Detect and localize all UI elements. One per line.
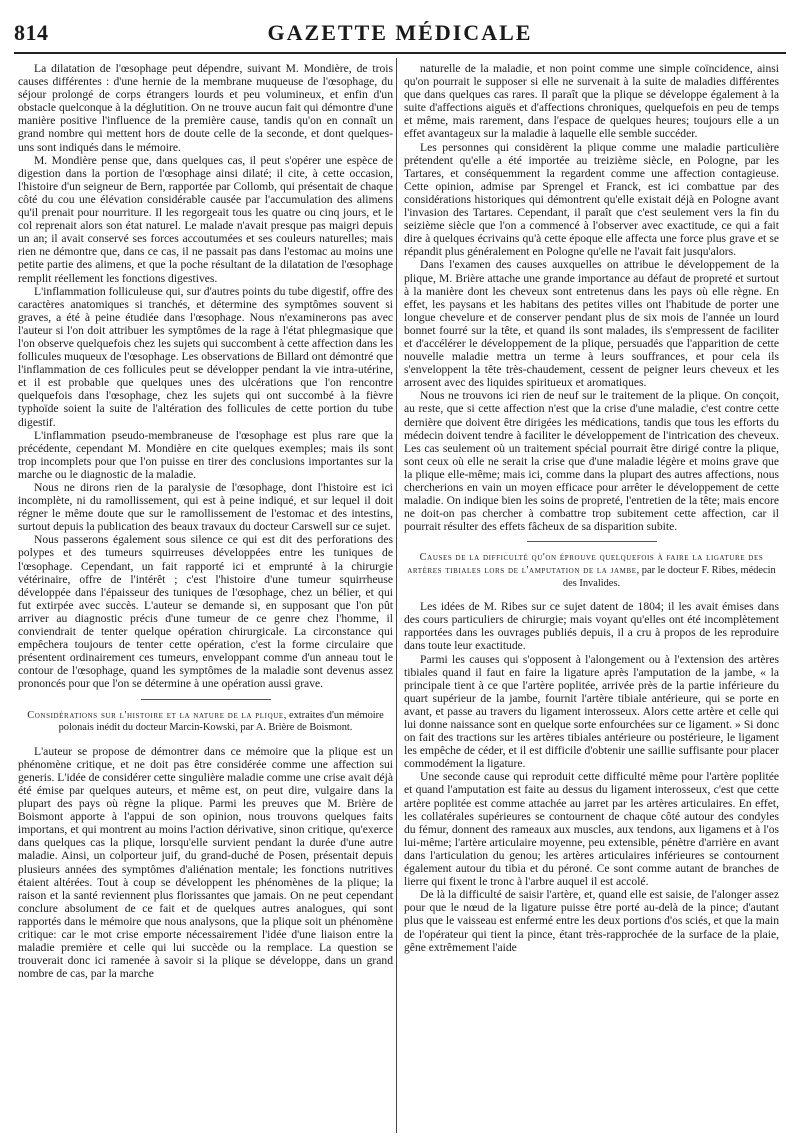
- paragraph: Les idées de M. Ribes sur ce sujet datent de 1804; il les avait émises dans des cours particuliers de chirurgie; mais voyant qu'elles ont été incomplètement rapportées dans les ouvrages publiés depuis, il a cru à propos de les reproduire dans toute leur exactitude.: [404, 600, 779, 653]
- paragraph: naturelle de la maladie, et non point comme une simple coïncidence, ainsi qu'on pourrait le supposer si elle ne survenait à la suite de maladies différentes que dans quelques cas rares. Il paraît que la plique se développe également à la suite d'affections aiguës et d'affections chroniques, quelquefois en peu de temps et même, mais rarement, dans l'espace de quelques heures; toujours elle a un effet avantageux sur la maladie à laquelle elle semble succéder.: [404, 62, 779, 141]
- left-column: [18, 62, 393, 980]
- section-separator: [141, 699, 271, 700]
- paragraph: Nous ne dirons rien de la paralysie de l'œsophage, dont l'histoire est ici incomplète, ni du ramollissement, qui est à peine indiqué, et sur lequel il doit régner le même doute que sur le ramollissement de l'estomac et des intestins, surtout depuis la publication des beaux travaux du docteur Carswell sur ce sujet.: [18, 481, 393, 534]
- paragraph: M. Mondière pense que, dans quelques cas, il peut s'opérer une espèce de digestion dans la portion de l'œsophage ainsi dilaté; il cite, à cette occasion, l'histoire d'un seigneur de Bern, rapportée par Collomb, qui présentait de chaque côté du cou une élévation considérable causée par l'accumulation des alimens qu'il prenait pour nourriture. Il les regorgeait tous les quatre ou cinq jours, et le col reprenait alors son état naturel. Le malade n'avait presque pas maigri depuis un an; il avait conservé ses forces accoutumées et ses couleurs naturelles; mais rien ne démontre que, dans ce cas, il ne passait pas dans l'estomac au moins une petite partie des alimens, et que la poche résultant de la dilatation de l'œsophage remplit réellement les fonctions digestives.: [18, 153, 393, 285]
- section-heading-byline: , extraites d'un mémoire polonais inédit du docteur Marcin-Kowski, par A. Brière de Boismont.: [58, 709, 384, 734]
- paragraph: L'inflammation folliculeuse qui, sur d'autres points du tube digestif, offre des caractères anatomiques si tranchés, et détermine des symptômes souvent si graves, a été à peine étudiée dans l'œsophage. Nous n'examinerons pas avec l'auteur si l'on doit attribuer les symptômes de la rage à l'état phlegmasique que l'on observe quelquefois chez les sujets qui succombent à cette affection dans les follicules muqueux de l'œsophage. Les observations de Billard ont démontré que l'inflammation de ces follicules peut se développer pendant la vie intra-utérine, et il est probable que quelques unes des ulcérations que l'on rencontre quelquefois dans l'œsophage, chez les sujets qui ont succombé à la fièvre typhoïde soient la suite de l'altération des follicules de cette portion du tube digestif.: [18, 284, 393, 429]
- paragraph: Les personnes qui considèrent la plique comme une maladie particulière prétendent qu'elle a été importée au treizième siècle, en Pologne, par les Tartares, et conséquemment la regardent comme une affection contagieuse. Cette opinion, admise par Sprengel et Franck, est ici combattue par des considérations historiques qui démontrent qu'elle existait déjà en Pologne avant l'invasion des Tartares. Cependant, il paraît que c'est seulement vers la fin du seizième siècle que l'on a commencé à l'observer avec exactitude, ce qui a fait dire à quelques écrivains qu'à cette époque elle affecta une force plus grave et se répandit plus généralement en Pologne qu'elle ne l'avait fait jusqu'alors.: [404, 140, 779, 259]
- right-column: [404, 62, 779, 954]
- paragraph: L'inflammation pseudo-membraneuse de l'œsophage est plus rare que la précédente, cependant M. Mondière en cite quelques exemples; mais ils sont trop incomplets pour que l'on puisse en tirer des conclusions importantes sur la marche ou le diagnostic de la maladie.: [18, 428, 393, 481]
- section-heading-title: Considérations sur l'histoire et la nature de la plique: [27, 709, 284, 721]
- journal-title: GAZETTE MÉDICALE: [267, 20, 533, 45]
- paragraph: De là la difficulté de saisir l'artère, et, quand elle est saisie, de l'alonger assez pour que le nœud de la ligature puisse être porté au-delà de la pince; d'autant plus que le vaisseau est enfermé entre les deux portions d'os sciés, et que la main de l'opérateur qui tient la pince, étant très-rapprochée de la surface de la plaie, gêne extrêmement l'aide: [404, 888, 779, 954]
- paragraph: L'auteur se propose de démontrer dans ce mémoire que la plique est un phénomène critique, et ne doit pas être considérée comme une affection sui generis. L'idée de considérer cette singulière maladie comme une crise avait déjà été émise par quelques auteurs, et même est, on peut dire, vulgaire dans la plupart des pays où règne la plique. Parmi les preuves que M. Brière de Boismont apporte à l'appui de son opinion, nous trouvons quelques faits importans, et qui montrent au moins l'action dérivative, sinon critique, qu'exerce dans quelques cas la plique, lorsqu'elle survient pendant la durée d'une autre maladie. Ainsi, un colporteur juif, du grand-duché de Posen, présentait depuis plusieurs années des symptômes d'aliénation mentale; les fonctions nutritives étaient altérées. Tout à coup se développent les phénomènes de la plique; la raison et la santé reviennent plus florissantes que jamais. On ne peut cependant conclure absolument de ce fait et de quelques autres analogues, qui sont rapportés dans le mémoire que nous analysons, que la plique soit un phénomène critique: car le mot crise emporte nécessairement l'idée d'une liaison entre la maladie première et celle qui lui succède ou la remplace. La question se trouverait donc ici ramenée à savoir si la plique se développe, dans un grand nombre de cas, par la marche: [18, 744, 393, 981]
- header-rule: [14, 52, 786, 54]
- paragraph: Dans l'examen des causes auxquelles on attribue le développement de la plique, M. Brière attache une grande importance au défaut de propreté et surtout à la manière dont les cheveux sont entretenus dans les pays où elle règne. En effet, les paysans et les habitans des petites villes ont l'habitude de porter une longue chevelure et de conserver pendant plus de six mois de l'année un lourd bonnet fourré sur la tête, et quand ils sont malades, ils s'empressent de faciliter et d'accélérer le développement de la plique, persuadés que l'apparition de cette nouvelle maladie mettra un terme à leurs souffrances, et pour cela ils s'enveloppent la tête très-chaudement, cessent de peigner leurs cheveux et les arrosent avec des liquides spiritueux et aromatiques.: [404, 258, 779, 390]
- paragraph: Nous ne trouvons ici rien de neuf sur le traitement de la plique. On conçoit, au reste, que si cette affection n'est que la crise d'une maladie, c'est contre cette dernière que doivent être dirigées les médications, tandis que tous les efforts du médecin doivent tendre à faciliter le développement de l'intrication des cheveux. Les cas seulement où un traitement spécial pourrait être dirigé contre la plique, sont ceux où elle ne serait la crise que d'une maladie légère et moins grave que la plique elle-même; mais ici, comme dans la plupart des autres affections, nous chercherions en vain un moyen efficace pour arrêter le développement de cette maladie. On indique bien les soins de propreté, l'entretien de la tête; mais encore ne doit-on pas chercher à combattre trop subitement cette affection, car il pourrait résulter des effets fâcheux de sa disparition subite.: [404, 389, 779, 534]
- page-number: 814: [14, 20, 49, 45]
- paragraph: Une seconde cause qui reproduit cette difficulté même pour l'artère poplitée et quand l'amputation est faite au dessus du ligament interosseux, c'est que cette artère poplitée est comme attachée au jarret par les artères articulaires. En effet, les collatérales supérieures se contournent de chaque côté autour des condyles du fémur, donnent des rameaux aux muscles, aux tendons, aux ligamens et à l'os lui-même; l'artère articulaire moyenne, peu extensible, pénètre d'arrière en avant dans l'articulation du genou; les artères articulaires inférieures se contournent également autour du tibia et du péroné. Ce sont comme autant de branches de lierre qui fixent le tronc à l'arbre auquel il est accolé.: [404, 770, 779, 889]
- section-separator: [527, 541, 657, 542]
- column-divider: [396, 58, 397, 1133]
- section-heading-byline: , par le docteur F. Ribes, médecin des Invalides.: [562, 564, 776, 589]
- section-heading: [18, 710, 393, 735]
- section-heading-title: Causes de la difficulté qu'on éprouve quelquefois à faire la ligature des artères tibiales lors de l'amputation de la jambe: [407, 552, 764, 576]
- paragraph: Nous passerons également sous silence ce qui est dit des perforations des polypes et des tumeurs squirreuses développées entre les tuniques de l'œsophage. Cependant, un fait rapporté ici et emprunté à la chirurgie vétérinaire, offre de l'intérêt ; c'est l'histoire d'une tumeur squirrheuse développée dans l'épaisseur des tuniques de l'œsophage, chez un bélier, et qui fut extirpée avec succès. L'auteur se demande si, en supposant que l'on pût arriver au diagnostic précis d'une tumeur de ce genre chez l'homme, il conviendrait de tenter quelque opération chirurgicale. La circonstance qui empêchera toujours de tenter cette opération, c'est la forme circulaire que présentent ordinairement ces tumeurs, enveloppant comme d'un anneau tout le contour de l'œsophage, quand les symptômes de la maladie sont devenus assez prononcés pour que l'on se détermine à une opération aussi grave.: [18, 533, 393, 691]
- page-header: [0, 14, 800, 50]
- paragraph: Parmi les causes qui s'opposent à l'alongement ou à l'extension des artères tibiales quand il faut en faire la ligature après l'amputation de la jambe, « la principale tient à ce que l'artère poplitée, arrivée près de la partie inférieure du quart supérieur de la jambe, fournit l'artère tibiale antérieure, qui se porte en avant, et passe au travers du ligament interosseux. Alors cette artère et celle qui lui donne naissance sont en quelque sorte enfourchées sur ce ligament. » Si donc on fait des tractions sur les artères tibiales antérieure ou postérieure, le ligament les empêche de céder, et il est difficile d'obtenir une saillie suffisante pour placer commodément la ligature.: [404, 652, 779, 771]
- paragraph: La dilatation de l'œsophage peut dépendre, suivant M. Mondière, de trois causes différentes : d'une hernie de la membrane muqueuse de l'œsophage, du séjour prolongé de corps étrangers lourds et peu volumineux, et enfin d'un obstacle quelconque à la déglutition. On ne trouve aucun fait qui démontre d'une manière positive l'influence de la première cause, tandis qu'on en connaît un grand nombre qui mettent hors de doute celle de la seconde, et dont quelques-uns sont indiqués dans le mémoire.: [18, 62, 393, 154]
- section-heading: [404, 552, 779, 590]
